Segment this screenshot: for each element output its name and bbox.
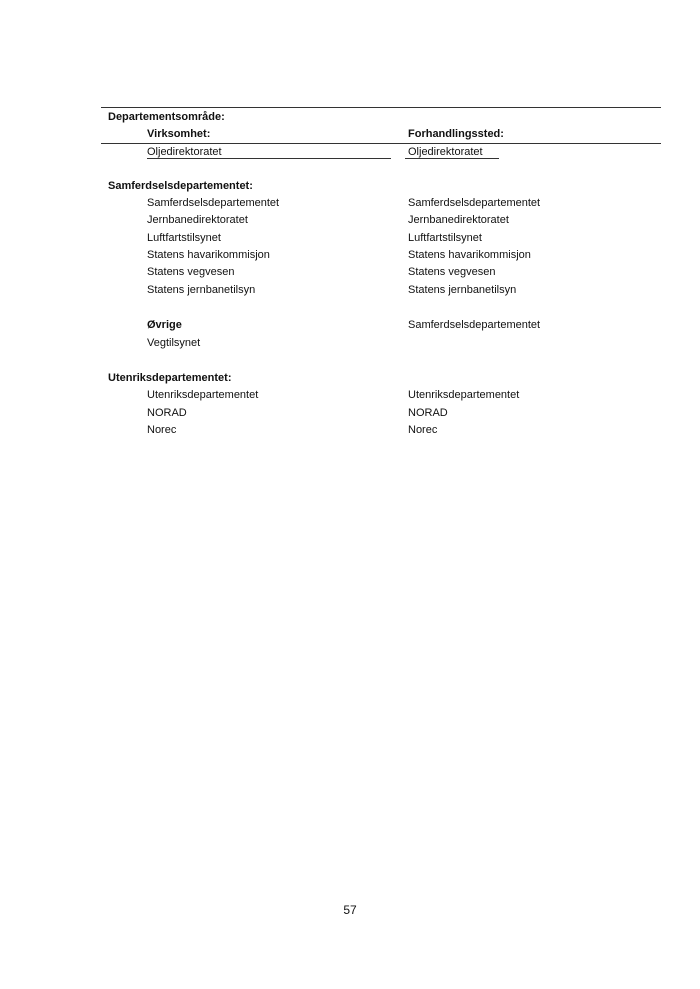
- table-cell-company: Luftfartstilsynet: [147, 232, 221, 244]
- company-column-header: Virksomhet:: [147, 128, 211, 140]
- table-cell-company: Vegtilsynet: [147, 337, 201, 349]
- table-cell-place: Jernbanedirektoratet: [408, 214, 509, 226]
- table-cell-place: Statens vegvesen: [408, 266, 496, 278]
- table-cell-company: Jernbanedirektoratet: [147, 214, 248, 226]
- first-row-underline-left: [147, 158, 391, 159]
- table-cell-company: Statens jernbanetilsyn: [147, 284, 256, 296]
- table-cell-company: Oljedirektoratet: [147, 146, 222, 158]
- table-cell-place: Luftfartstilsynet: [408, 232, 482, 244]
- table-cell-place: Oljedirektoratet: [408, 146, 483, 158]
- table-cell-place: Statens jernbanetilsyn: [408, 284, 517, 296]
- negotiation-place-column-header: Forhandlingssted:: [408, 128, 504, 140]
- table-cell-place: Samferdselsdepartementet: [408, 197, 541, 209]
- page-number: 57: [343, 903, 357, 917]
- table-cell-place: Utenriksdepartementet: [408, 389, 520, 401]
- subgroup-title: Øvrige: [147, 319, 182, 331]
- top-rule: [101, 107, 661, 108]
- header-rule: [101, 143, 661, 144]
- first-row-underline-right: [405, 158, 499, 159]
- table-cell-place: NORAD: [408, 407, 448, 419]
- table-cell-company: Utenriksdepartementet: [147, 389, 259, 401]
- department-area-header: Departementsområde:: [108, 111, 225, 123]
- section-title: Utenriksdepartementet:: [108, 372, 232, 384]
- table-cell-place: Statens havarikommisjon: [408, 249, 531, 261]
- table-cell-place: Samferdselsdepartementet: [408, 319, 541, 331]
- table-cell-company: Statens havarikommisjon: [147, 249, 270, 261]
- table-cell-company: Statens vegvesen: [147, 266, 235, 278]
- table-cell-place: Norec: [408, 424, 438, 436]
- table-cell-company: Samferdselsdepartementet: [147, 197, 280, 209]
- table-cell-company: Norec: [147, 424, 177, 436]
- section-title: Samferdselsdepartementet:: [108, 180, 253, 192]
- table-cell-company: NORAD: [147, 407, 187, 419]
